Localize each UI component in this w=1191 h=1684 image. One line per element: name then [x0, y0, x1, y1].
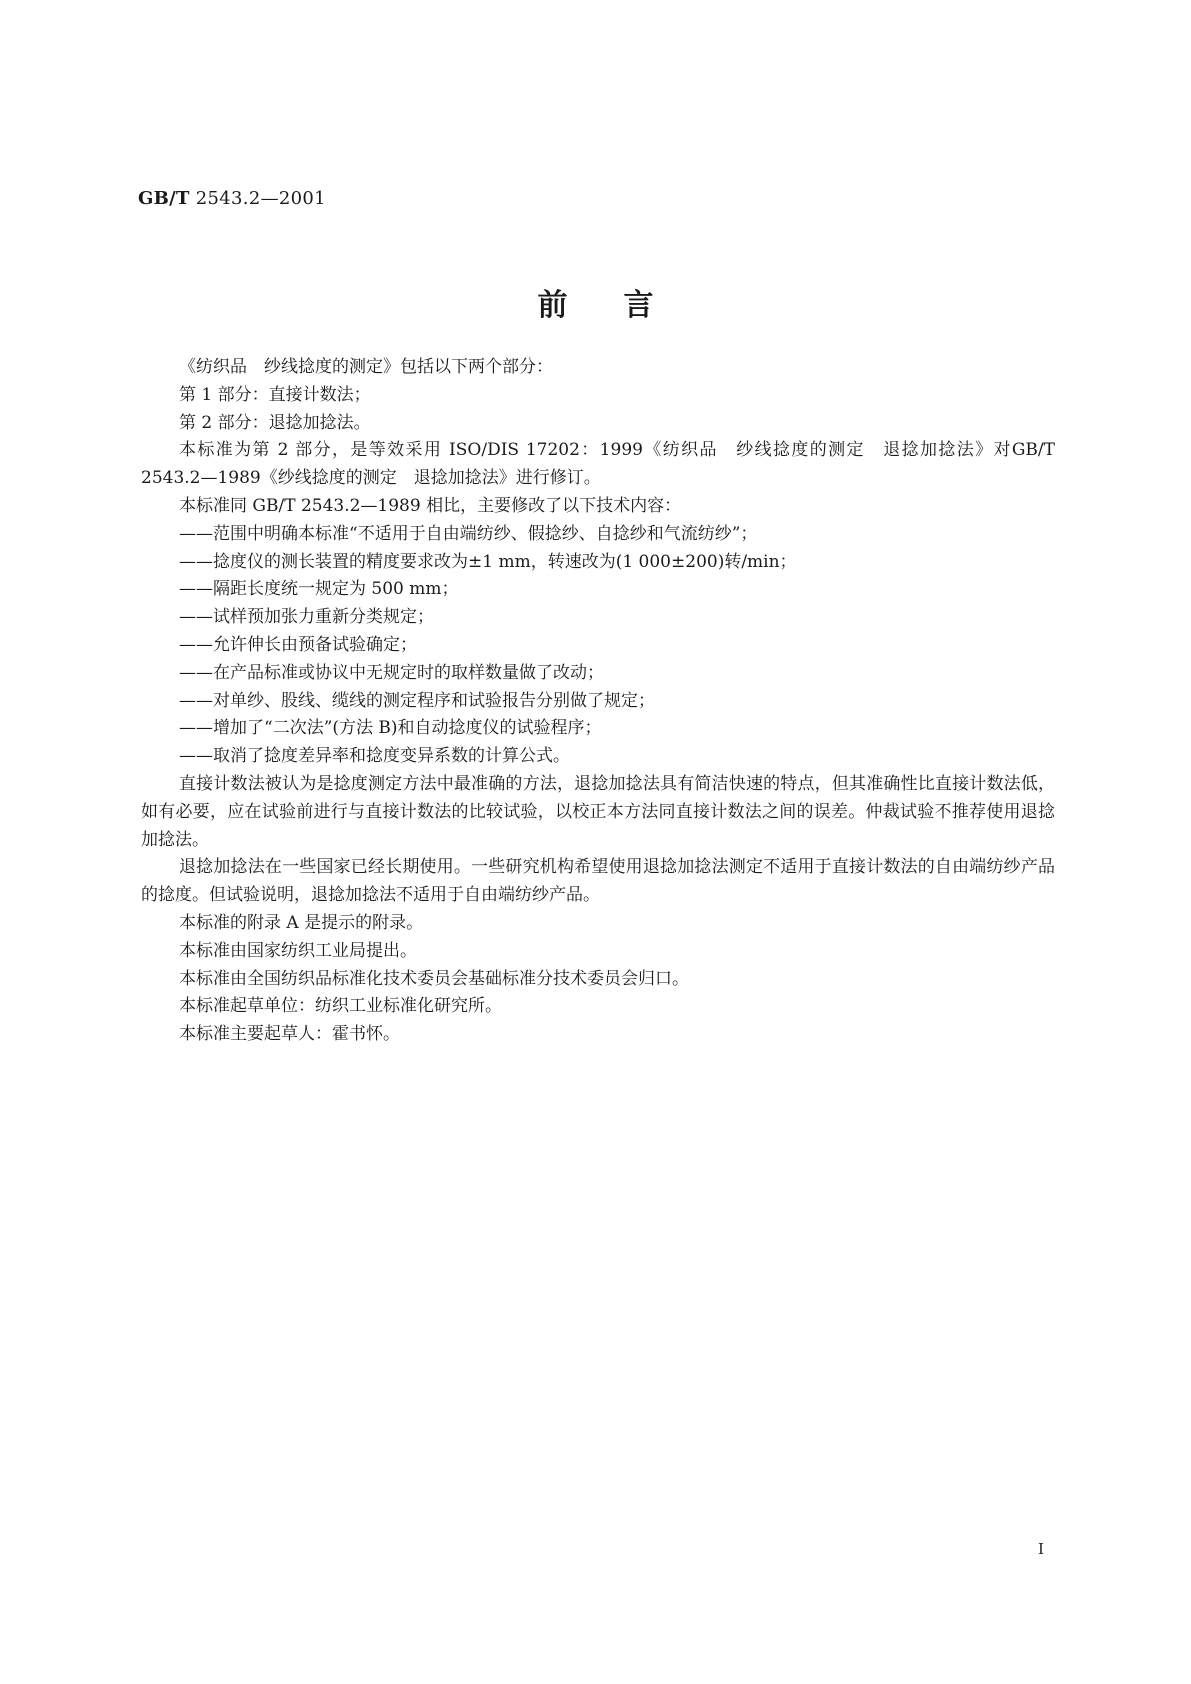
- paragraph: 第 2 部分：退捻加捻法。: [179, 412, 371, 433]
- paragraph: 本标准为第 2 部分，是等效采用 ISO/DIS 17202：1999《纺织品 纱线捻度的测定 退捻加捻法》对GB/T 2543.2—1989《纱线捻度的测定 退捻加捻法》进行修订。: [141, 440, 1055, 489]
- list-item: ——增加了“二次法”(方法 B)和自动捻度仪的试验程序；: [179, 718, 602, 739]
- paragraph: 第 1 部分：直接计数法；: [179, 384, 371, 405]
- paragraph: 退捻加捻法在一些国家已经长期使用。一些研究机构希望使用退捻加捻法测定不适用于直接计数法的自由端纺纱产品的捻度。但试验说明，退捻加捻法不适用于自由端纺纱产品。: [141, 857, 1055, 906]
- paragraph: 本标准主要起草人：霍书怀。: [179, 1024, 400, 1045]
- standard-code: [138, 188, 326, 209]
- paragraph: 本标准由国家纺织工业局提出。: [179, 940, 417, 961]
- standard-prefix: GB/T: [138, 188, 190, 209]
- list-item: ——取消了捻度差异率和捻度变异系数的计算公式。: [179, 746, 570, 767]
- paragraph: 本标准的附录 A 是提示的附录。: [179, 912, 424, 933]
- paragraph: 本标准起草单位：纺织工业标准化研究所。: [179, 996, 502, 1017]
- list-item: ——允许伸长由预备试验确定；: [179, 634, 417, 655]
- paragraph: 本标准由全国纺织品标准化技术委员会基础标准分技术委员会归口。: [179, 968, 689, 989]
- list-item: ——捻度仪的测长装置的精度要求改为±1 mm，转速改为(1 000±200)转/min；: [179, 551, 797, 572]
- page-title: 前言: [537, 288, 710, 323]
- paragraph: 直接计数法被认为是捻度测定方法中最准确的方法，退捻加捻法具有简洁快速的特点，但其准确性比直接计数法低，如有必要，应在试验前进行与直接计数法的比较试验，以校正本方法同直接计数法之间的误差。仲裁试验不推荐使用退捻加捻法。: [141, 773, 1055, 850]
- paragraph: 本标准同 GB/T 2543.2—1989 相比，主要修改了以下技术内容：: [179, 495, 682, 516]
- list-item: ——隔距长度统一规定为 500 mm；: [179, 579, 459, 600]
- paragraph: 《纺织品 纱线捻度的测定》包括以下两个部分：: [179, 357, 553, 377]
- list-item: ——试样预加张力重新分类规定；: [179, 607, 434, 628]
- list-item: ——在产品标准或协议中无规定时的取样数量做了改动；: [179, 662, 604, 683]
- standard-number: 2543.2—2001: [189, 188, 326, 209]
- page-number: I: [1038, 1540, 1044, 1558]
- list-item: ——范围中明确本标准“不适用于自由端纺纱、假捻纱、自捻纱和气流纺纱”；: [179, 523, 758, 544]
- foreword-body: [141, 354, 1055, 1049]
- list-item: ——对单纱、股线、缆线的测定程序和试验报告分别做了规定；: [179, 690, 655, 711]
